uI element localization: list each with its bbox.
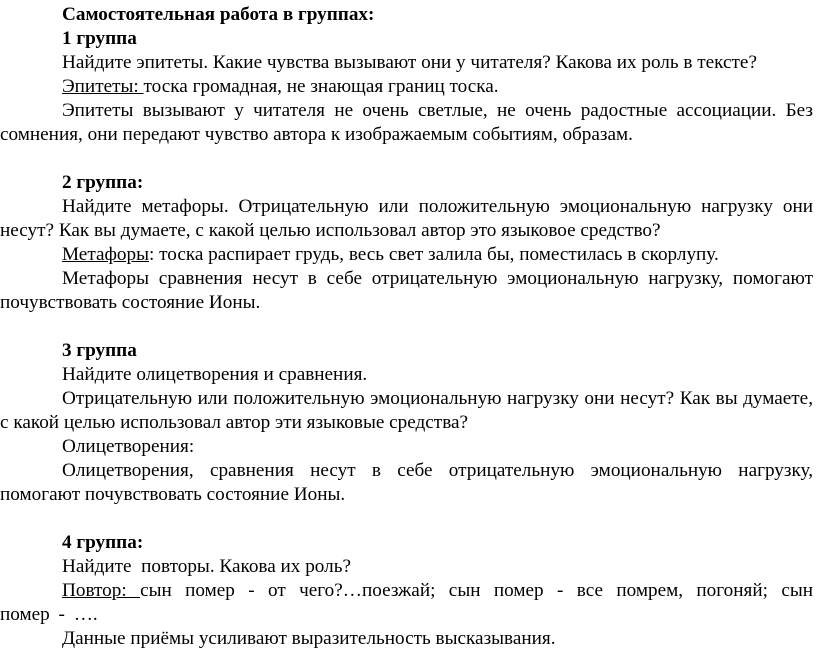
group-2-example-label: Метафоры <box>62 244 149 265</box>
group-2-example <box>0 243 813 267</box>
group-3-task-2: Отрицательную или положительную эмоциональную нагрузку они несут? Как вы думаете, с какой целью использовал автор эти языковые средства? <box>0 388 813 433</box>
group-3-answer: Олицетворения, сравнения несут в себе отрицательную эмоциональную нагрузку, помогают почувствовать состояние Ионы. <box>0 460 813 505</box>
group-1-example-label: Эпитеты: <box>62 76 144 97</box>
group-1-example-text: тоска громадная, не знающая границ тоска. <box>143 76 499 97</box>
group-4-example <box>0 579 813 627</box>
group-4-task: Найдите повторы. Какова их роль? <box>62 556 351 577</box>
spacer <box>0 507 813 531</box>
group-4-example-label: Повтор: <box>62 580 141 601</box>
spacer <box>0 315 813 339</box>
group-3-task-1: Найдите олицетворения и сравнения. <box>62 364 368 385</box>
group-2-task: Найдите метафоры. Отрицательную или положительную эмоциональную нагрузку они несут? Как вы думаете, с какой целью использовал автор это языковое средство? <box>0 196 813 241</box>
spacer <box>0 147 813 171</box>
group-2-answer: Метафоры сравнения несут в себе отрицательную эмоциональную нагрузку, помогают почувствовать состояние Ионы. <box>0 268 813 313</box>
group-1-answer: Эпитеты вызывают у читателя не очень светлые, не очень радостные ассоциации. Без сомнения, они передают чувство автора к изображаемым событиям, образам. <box>0 100 813 145</box>
group-3-heading: 3 группа <box>62 340 137 361</box>
group-1-example <box>0 75 813 99</box>
page-title: Самостоятельная работа в группах: <box>62 4 375 25</box>
group-4-answer: Данные приёмы усиливают выразительность высказывания. <box>62 628 556 649</box>
group-1-task: Найдите эпитеты. Какие чувства вызывают они у читателя? Какова их роль в тексте? <box>62 52 757 73</box>
group-4-example-text: сын помер - от чего?…поезжай; сын помер - все помрем, погоняй; сын помер - …. <box>0 580 813 625</box>
group-1-heading: 1 группа <box>62 28 137 49</box>
group-4-heading: 4 группа: <box>62 532 144 553</box>
group-3-example-label: Олицетворения: <box>62 436 195 457</box>
group-2-heading: 2 группа: <box>62 172 144 193</box>
group-2-example-text: : тоска распирает грудь, весь свет залила бы, поместилась в скорлупу. <box>148 244 719 265</box>
